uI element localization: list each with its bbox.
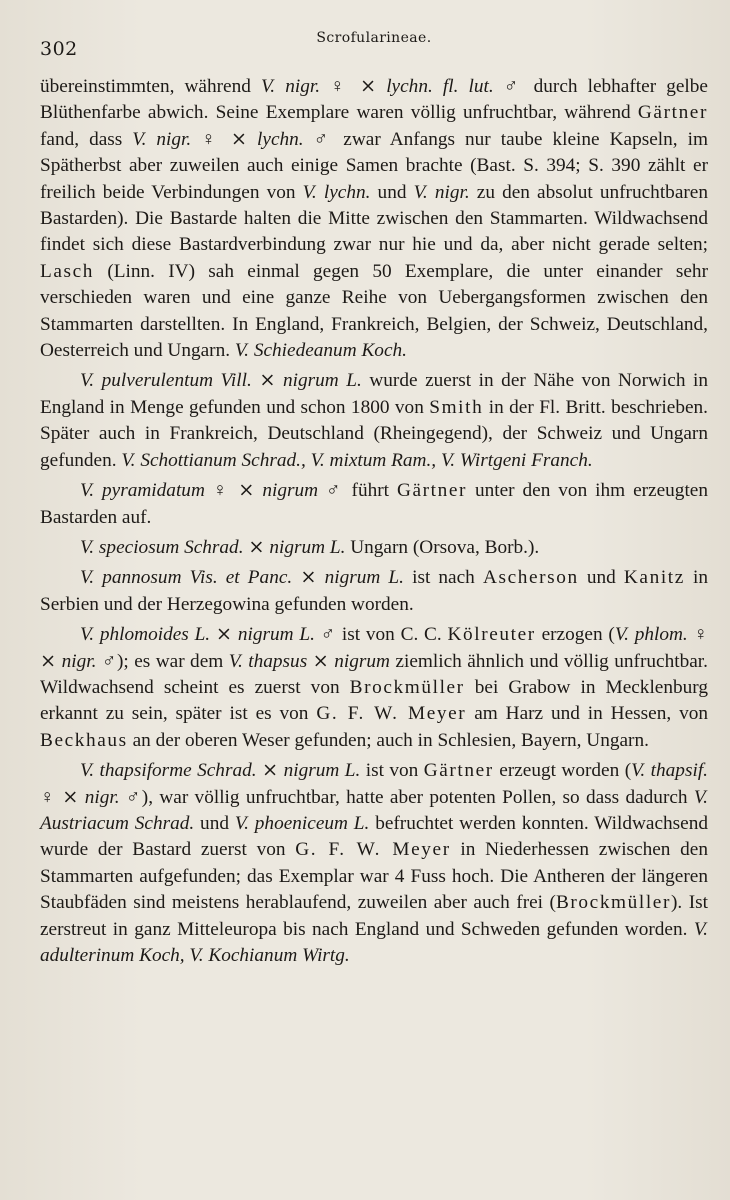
author-name: Gärtner (423, 760, 494, 782)
taxon-name: V. nigr. ♀ ⨯ lychn. ♂ (132, 128, 334, 150)
author-name: Lasch (40, 260, 95, 282)
taxon-name: V. phlomoides L. ⨯ nigrum L. ♂ (80, 624, 337, 646)
text-run: ), war völlig unfruchtbar, hatte aber potenten Pollen, so dass dadurch (141, 786, 694, 808)
text-run: zwar Anfangs nur taube kleine Kapseln, im Spätherbst aber zuweilen auch einige Samen brachte (Bast. S. 394; S. 390 zählt er freilich beide Verbindungen von (40, 128, 708, 203)
taxon-name: V. thapsus ⨯ nigrum (228, 650, 390, 672)
author-name: Smith (429, 396, 484, 418)
text-run: ist nach (403, 567, 483, 589)
text-run: am Harz und in Hessen, von (466, 703, 708, 725)
text-run: durch lebhafter gelbe Blüthenfarbe abwich. Seine Exemplare waren völlig unfruchtbar, während (40, 76, 708, 124)
author-name: Gärtner (637, 102, 708, 124)
text-run: in Niederhessen zwischen den Stammarten aufgefunden; das Exemplar war 4 Fuss hoch. Die Antheren der längeren Staubfäden sind meistens herablaufend, zuweilen aber auch frei ( (40, 839, 708, 914)
text-run: übereinstimmten, während (40, 76, 261, 97)
text-run: zu den absolut unfruchtbaren Bastarden). Die Bastarde halten die Mitte zwischen den Stammarten. Wildwachsend findet sich diese Bastardverbindung zwar nur hie und da, aber nicht gerade selten; (40, 181, 708, 256)
taxon-name: V. phoeniceum L. (234, 812, 370, 834)
text-run: ). Ist zerstreut in ganz Mitteleuropa bis nach England und Schweden gefunden worden. (40, 892, 708, 940)
paragraph (40, 535, 708, 561)
author-name: Brockmüller (349, 676, 465, 698)
text-run: erzogen ( (535, 624, 615, 646)
author-name: Kölreuter (447, 624, 536, 646)
paragraph (40, 622, 708, 754)
author-name: Kanitz (623, 567, 685, 589)
text-run: ist von (360, 760, 424, 782)
taxon-name: V. lychn. (302, 181, 371, 203)
paragraph (40, 565, 708, 618)
text-run: und (370, 181, 414, 203)
taxon-name: V. nigr. ♀ ⨯ lychn. fl. lut. ♂ (260, 76, 524, 97)
text-run: (Linn. IV) sah einmal gegen 50 Exemplare, die unter einander sehr verschieden waren und eine ganze Reihe von Uebergangsformen zwischen den Stammarten darstellten. In England, Frankreich, Belgien, der Schweiz, Deutschland, Oesterreich und Ungarn. (40, 260, 708, 362)
text-run: fand, dass (40, 128, 133, 150)
body-text (40, 74, 708, 969)
text-run: in der Fl. Britt. beschrieben. Später auch in Frankreich, Deutschland (Rheingegend), der Schweiz und Ungarn gefunden. (40, 396, 708, 471)
taxon-name: V. Austriacum Schrad. (40, 786, 708, 834)
paragraph (40, 368, 708, 474)
author-name: Gärtner (396, 480, 468, 502)
taxon-name: V. pulverulentum Vill. ⨯ nigrum L. (80, 370, 362, 392)
author-name: Brockmüller (555, 892, 671, 914)
section-title: Scrofularineae. (316, 30, 432, 46)
taxon-name: V. thapsiforme Schrad. ⨯ nigrum L. (80, 760, 361, 782)
text-run: führt (343, 480, 397, 502)
text-run: und (578, 567, 624, 589)
paragraph (40, 758, 708, 969)
author-name: G. F. W. Meyer (295, 839, 451, 861)
author-name: Beckhaus (40, 729, 128, 751)
text-run: Ungarn (Orsova, Borb.). (345, 536, 540, 558)
taxon-name: V. phlom. ♀ ⨯ nigr. ♂ (40, 624, 708, 672)
paragraph (40, 478, 708, 531)
text-run: und (194, 812, 235, 834)
text-run: ); es war dem (116, 650, 229, 672)
page-number: 302 (40, 38, 78, 60)
text-run: erzeugt worden ( (493, 760, 632, 782)
text-run: wurde zuerst in der Nähe von Norwich in England in Menge gefunden und schon 1800 von (40, 370, 709, 418)
text-run: in Serbien und der Herzegowina gefunden worden. (40, 567, 709, 615)
text-run: bei Grabow in Mecklenburg erkannt zu sein, später ist es von (40, 676, 708, 725)
text-run: befruchtet werden konnten. Wildwachsend wurde der Bastard zuerst von (40, 812, 709, 861)
taxon-name: V. Schiedeanum Koch. (234, 340, 407, 362)
text-run: ist von C. C. (336, 624, 448, 646)
author-name: Ascherson (482, 567, 579, 589)
taxon-name: V. adulterinum Koch, V. Kochianum Wirtg. (40, 918, 708, 966)
taxon-name: V. Schottianum Schrad., V. mixtum Ram., V. Wirtgeni Franch. (121, 449, 593, 471)
running-head (40, 30, 708, 74)
text-run: unter den von ihm erzeugten Bastarden auf. (40, 480, 709, 528)
taxon-name: V. nigr. (413, 181, 470, 203)
author-name: G. F. W. Meyer (316, 703, 467, 725)
taxon-name: V. pannosum Vis. et Panc. ⨯ nigrum L. (80, 567, 404, 589)
text-run: an der oberen Weser gefunden; auch in Schlesien, Bayern, Ungarn. (127, 729, 649, 751)
paragraph (40, 74, 708, 364)
taxon-name: V. pyramidatum ♀ ⨯ nigrum ♂ (80, 480, 344, 502)
taxon-name: V. thapsif. ♀ ⨯ nigr. ♂ (40, 760, 708, 808)
text-run: ziemlich ähnlich und völlig unfruchtbar. Wildwachsend scheint es zuerst von (40, 650, 708, 698)
taxon-name: V. speciosum Schrad. ⨯ nigrum L. (80, 536, 346, 558)
